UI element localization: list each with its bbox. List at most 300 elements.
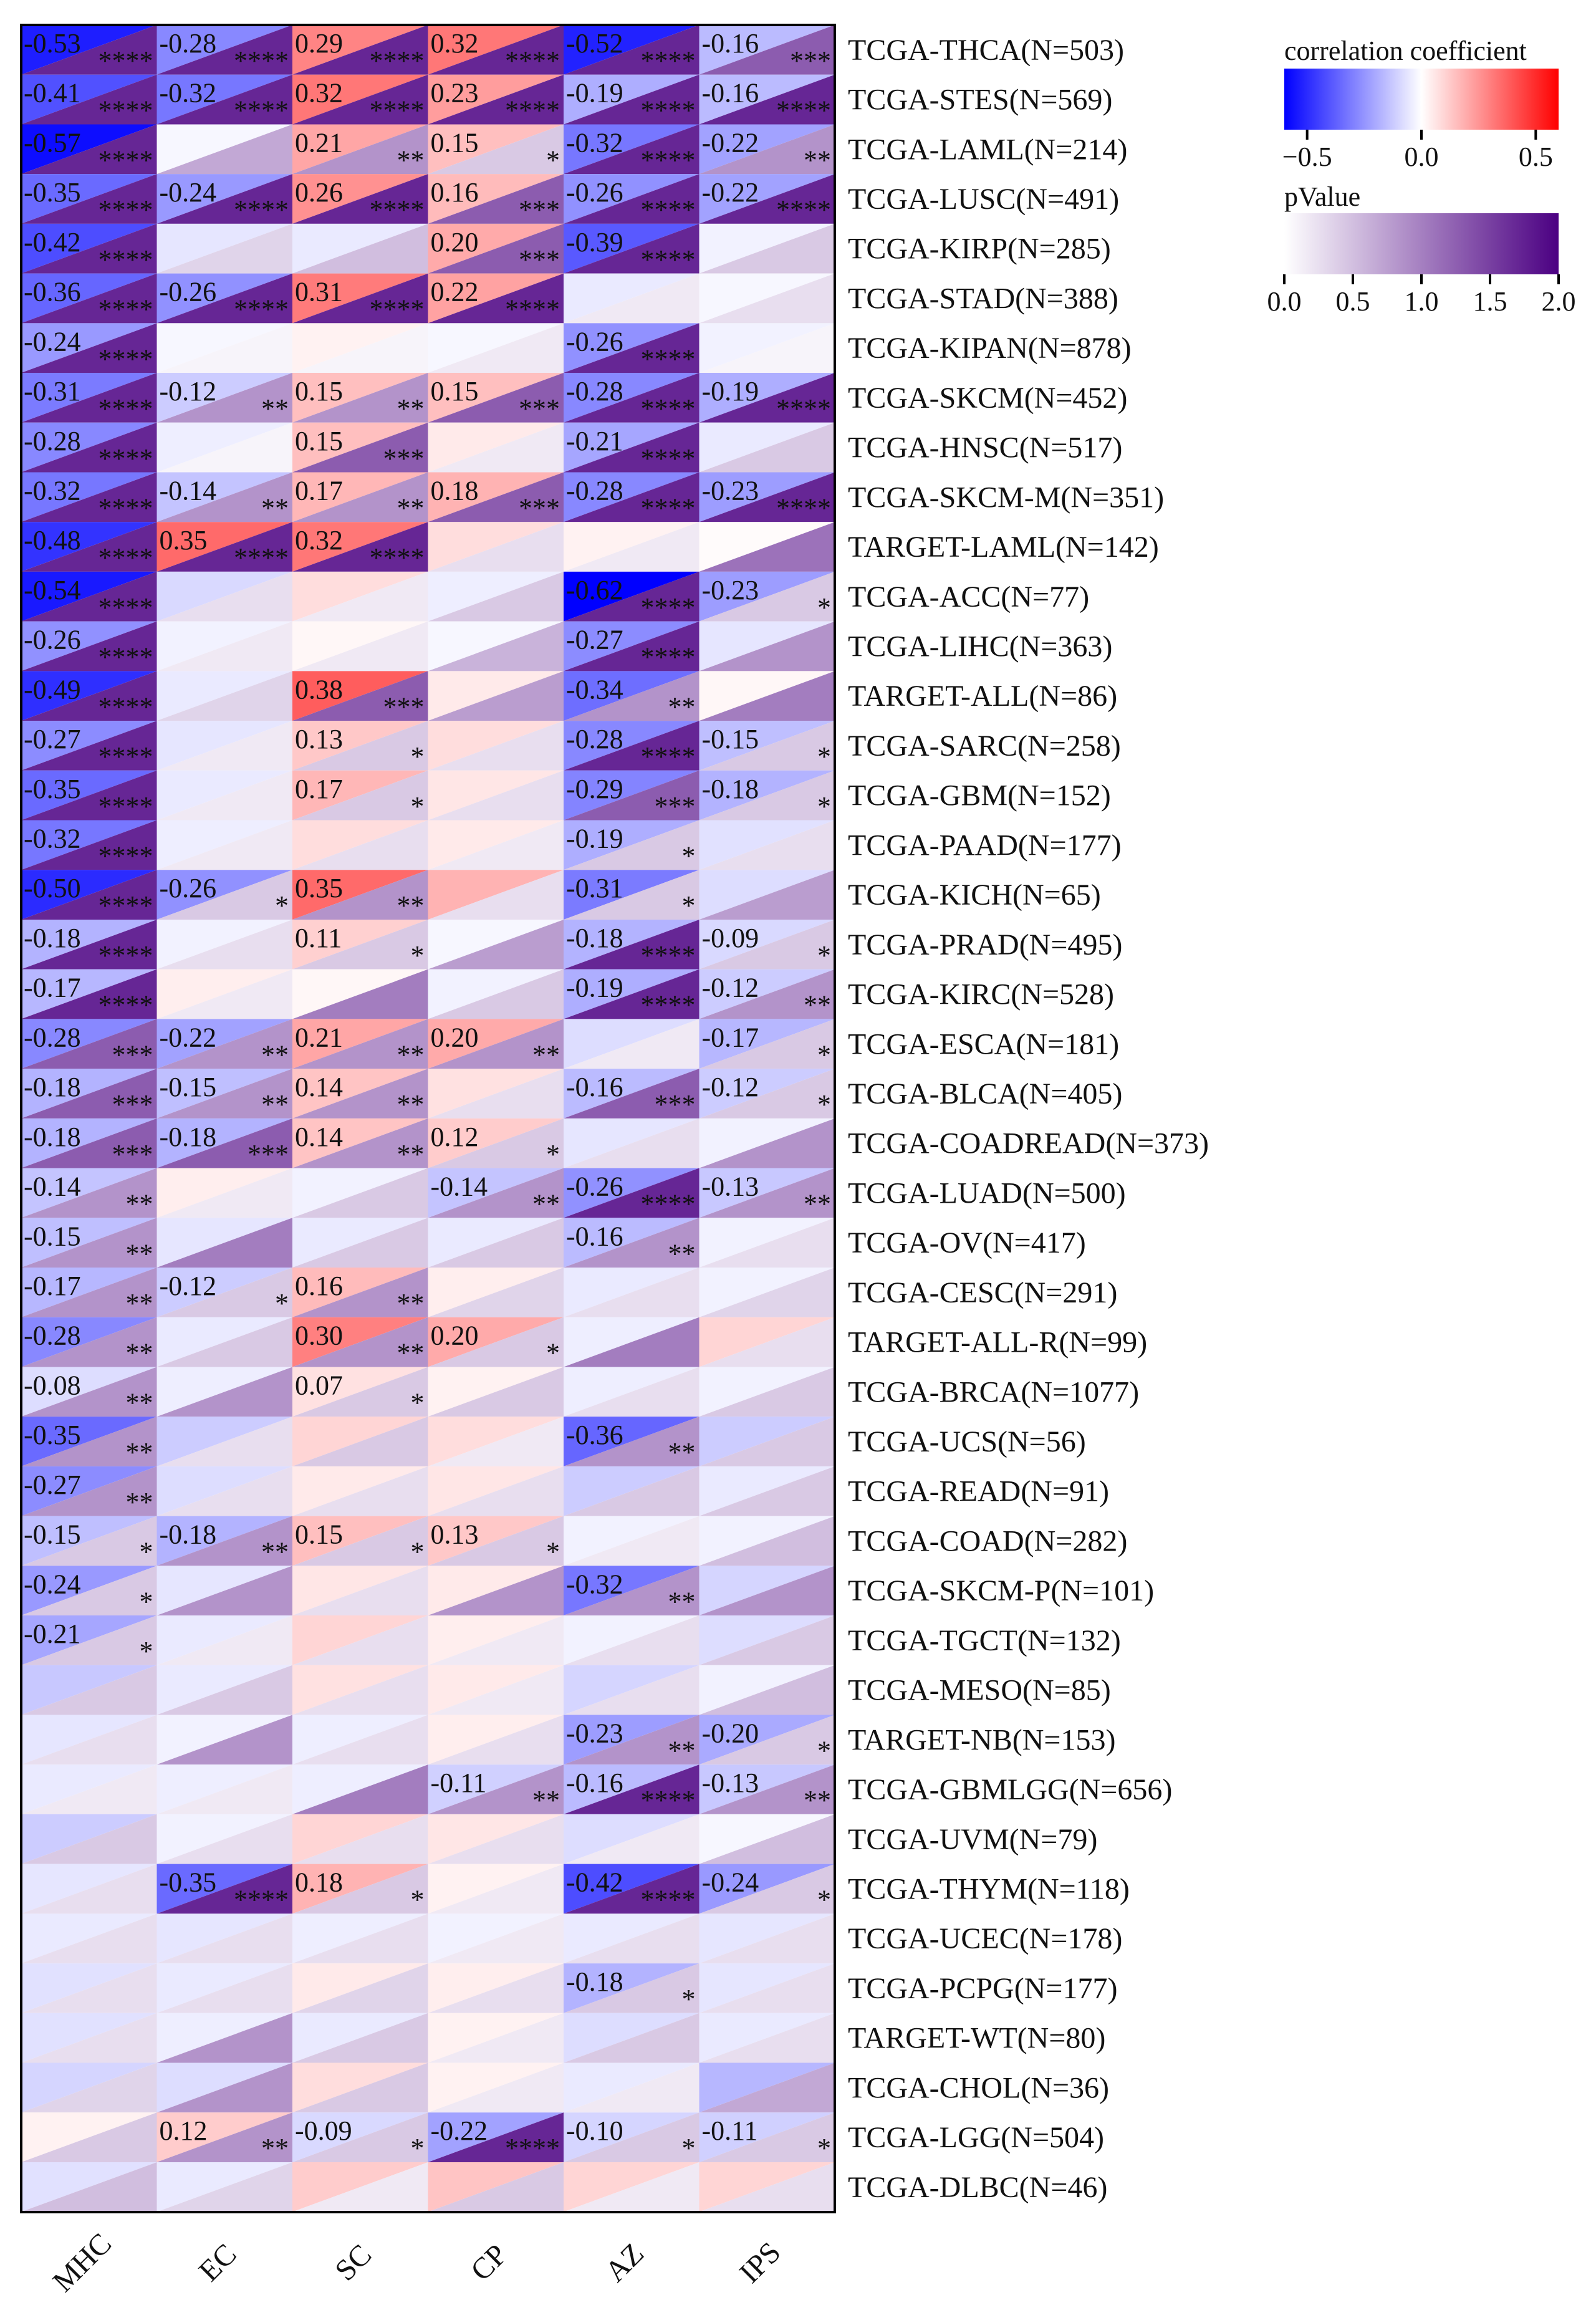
cell-correlation-label: -0.52 bbox=[566, 28, 623, 59]
cell-correlation-label: -0.34 bbox=[566, 674, 623, 705]
cell-significance-stars: *** bbox=[112, 1089, 153, 1120]
cell-significance-stars: *** bbox=[519, 244, 560, 275]
cell-significance-stars: ** bbox=[668, 1437, 696, 1468]
cell-correlation-label: -0.54 bbox=[24, 574, 81, 605]
legend-pvalue-tick-label: 1.0 bbox=[1404, 286, 1439, 317]
cell-correlation-label: 0.14 bbox=[295, 1121, 343, 1152]
cell-significance-stars: **** bbox=[776, 393, 831, 425]
cell-significance-stars: **** bbox=[640, 195, 696, 226]
column-label: IPS bbox=[733, 2235, 787, 2290]
cell-significance-stars: **** bbox=[640, 642, 696, 673]
cell-correlation-label: -0.20 bbox=[701, 1718, 759, 1749]
column-label: MHC bbox=[46, 2226, 118, 2299]
cell-significance-stars: **** bbox=[234, 195, 289, 226]
cell-correlation-label: -0.09 bbox=[701, 922, 759, 953]
cell-significance-stars: **** bbox=[234, 1884, 289, 1915]
cell-correlation-label: 0.32 bbox=[295, 77, 343, 108]
legend bbox=[1267, 36, 1576, 317]
cell-correlation-label: -0.27 bbox=[24, 724, 81, 755]
cell-significance-stars: **** bbox=[640, 940, 696, 971]
cell-correlation-label: -0.42 bbox=[24, 226, 81, 257]
cell-correlation-label: 0.13 bbox=[295, 724, 343, 755]
cell-correlation-label: 0.22 bbox=[430, 276, 479, 307]
cell-significance-stars: **** bbox=[98, 294, 153, 325]
cell-significance-stars: * bbox=[817, 592, 831, 623]
cell-significance-stars: ** bbox=[261, 1536, 289, 1567]
cell-correlation-label: 0.17 bbox=[295, 773, 343, 804]
row-label: TCGA-GBM(N=152) bbox=[848, 779, 1111, 812]
cell-significance-stars: *** bbox=[112, 1039, 153, 1071]
cell-significance-stars: ** bbox=[532, 1188, 560, 1220]
cell-correlation-label: -0.28 bbox=[566, 475, 623, 506]
cell-correlation-label: 0.32 bbox=[430, 28, 479, 59]
cell-significance-stars: **** bbox=[640, 592, 696, 623]
cell-significance-stars: **** bbox=[98, 741, 153, 772]
row-label: TCGA-MESO(N=85) bbox=[848, 1673, 1111, 1707]
cell-correlation-label: -0.28 bbox=[24, 425, 81, 456]
cell-significance-stars: **** bbox=[234, 294, 289, 325]
cell-significance-stars: **** bbox=[640, 741, 696, 772]
cell-correlation-label: 0.31 bbox=[295, 276, 343, 307]
row-label: TCGA-COAD(N=282) bbox=[848, 1524, 1128, 1558]
cell-correlation-label: -0.28 bbox=[566, 376, 623, 407]
cell-significance-stars: ** bbox=[261, 393, 289, 425]
cell-correlation-label: 0.15 bbox=[295, 425, 343, 456]
cell-correlation-label: -0.24 bbox=[24, 326, 81, 357]
legend-pvalue-tick-label: 1.5 bbox=[1473, 286, 1507, 317]
row-label: TCGA-UCS(N=56) bbox=[848, 1425, 1086, 1459]
cell-significance-stars: **** bbox=[98, 890, 153, 922]
cell-significance-stars: ** bbox=[397, 1089, 425, 1120]
row-label: TCGA-SKCM-M(N=351) bbox=[848, 481, 1165, 514]
row-label: TCGA-KICH(N=65) bbox=[848, 878, 1101, 912]
cell-significance-stars: ** bbox=[668, 1238, 696, 1269]
cell-correlation-label: -0.53 bbox=[24, 28, 81, 59]
cell-correlation-label: 0.07 bbox=[295, 1370, 343, 1401]
cell-correlation-label: -0.19 bbox=[701, 376, 759, 407]
cell-significance-stars: ** bbox=[804, 1785, 831, 1816]
cell-significance-stars: * bbox=[817, 2133, 831, 2164]
cell-correlation-label: -0.26 bbox=[159, 873, 217, 904]
cell-correlation-label: 0.35 bbox=[159, 525, 208, 556]
cell-significance-stars: **** bbox=[98, 989, 153, 1021]
cell-significance-stars: **** bbox=[640, 393, 696, 425]
cell-correlation-label: 0.20 bbox=[430, 226, 479, 257]
cell-correlation-label: -0.16 bbox=[701, 28, 759, 59]
cell-correlation-label: -0.11 bbox=[701, 2115, 758, 2147]
cell-correlation-label: 0.26 bbox=[295, 177, 343, 208]
cell-correlation-label: 0.20 bbox=[430, 1022, 479, 1053]
cell-correlation-label: 0.15 bbox=[430, 127, 479, 158]
column-label: SC bbox=[329, 2238, 378, 2288]
cell-significance-stars: * bbox=[275, 1288, 289, 1319]
cell-correlation-label: -0.35 bbox=[24, 1420, 81, 1451]
cell-significance-stars: *** bbox=[383, 443, 425, 474]
row-label: TCGA-THYM(N=118) bbox=[848, 1872, 1130, 1906]
legend-pvalue-title: pValue bbox=[1284, 181, 1361, 212]
row-label: TCGA-LGG(N=504) bbox=[848, 2121, 1104, 2155]
cell-correlation-label: -0.24 bbox=[701, 1867, 759, 1898]
row-label: TCGA-UCEC(N=178) bbox=[848, 1922, 1123, 1956]
cell-correlation-label: -0.19 bbox=[566, 823, 623, 854]
row-label: TCGA-UVM(N=79) bbox=[848, 1822, 1098, 1856]
row-label: TCGA-KIPAN(N=878) bbox=[848, 332, 1132, 365]
cell-correlation-label: -0.13 bbox=[701, 1171, 759, 1202]
cell-significance-stars: * bbox=[681, 1984, 696, 2015]
row-label: TCGA-LUSC(N=491) bbox=[848, 183, 1120, 216]
cell-correlation-label: -0.22 bbox=[159, 1022, 217, 1053]
row-label: TARGET-ALL-R(N=99) bbox=[848, 1326, 1148, 1359]
cell-correlation-label: -0.23 bbox=[566, 1718, 623, 1749]
cell-significance-stars: **** bbox=[98, 691, 153, 723]
cell-significance-stars: **** bbox=[369, 195, 425, 226]
cell-significance-stars: ** bbox=[261, 2133, 289, 2164]
cell-correlation-label: -0.14 bbox=[24, 1171, 81, 1202]
row-label: TCGA-PCPG(N=177) bbox=[848, 1971, 1118, 2005]
cell-significance-stars: * bbox=[410, 741, 425, 772]
row-label: TARGET-WT(N=80) bbox=[848, 2021, 1106, 2055]
cell-correlation-label: -0.23 bbox=[701, 574, 759, 605]
cell-correlation-label: -0.16 bbox=[566, 1768, 623, 1799]
cell-significance-stars: *** bbox=[519, 195, 560, 226]
cell-significance-stars: ** bbox=[397, 1288, 425, 1319]
cell-significance-stars: **** bbox=[640, 344, 696, 375]
cell-significance-stars: **** bbox=[640, 989, 696, 1021]
cell-significance-stars: ** bbox=[261, 1089, 289, 1120]
cell-correlation-label: -0.15 bbox=[701, 724, 759, 755]
row-label: TCGA-LIHC(N=363) bbox=[848, 630, 1113, 663]
row-label: TCGA-TGCT(N=132) bbox=[848, 1624, 1121, 1657]
cell-significance-stars: ** bbox=[804, 145, 831, 176]
cell-correlation-label: -0.27 bbox=[566, 624, 623, 655]
cell-significance-stars: ** bbox=[397, 145, 425, 176]
cell-correlation-label: -0.10 bbox=[566, 2115, 623, 2147]
cell-significance-stars: * bbox=[139, 1536, 153, 1567]
cell-significance-stars: ** bbox=[532, 1785, 560, 1816]
cell-correlation-label: -0.32 bbox=[24, 475, 81, 506]
cell-correlation-label: 0.17 bbox=[295, 475, 343, 506]
cell-significance-stars: **** bbox=[640, 1884, 696, 1915]
cell-correlation-label: -0.39 bbox=[566, 226, 623, 257]
cell-correlation-label: -0.11 bbox=[430, 1768, 487, 1799]
cell-significance-stars: ** bbox=[261, 493, 289, 524]
cell-correlation-label: -0.08 bbox=[24, 1370, 81, 1401]
cell-significance-stars: **** bbox=[640, 46, 696, 76]
cell-correlation-label: -0.17 bbox=[701, 1022, 759, 1053]
cell-correlation-label: -0.14 bbox=[430, 1171, 488, 1202]
cell-correlation-label: 0.15 bbox=[295, 1519, 343, 1550]
cell-significance-stars: ** bbox=[125, 1486, 153, 1518]
cell-significance-stars: *** bbox=[790, 46, 831, 76]
legend-correlation-tick-label: 0.0 bbox=[1404, 142, 1439, 172]
cell-significance-stars: **** bbox=[98, 195, 153, 226]
cell-correlation-label: -0.22 bbox=[701, 127, 759, 158]
cell-correlation-label: 0.32 bbox=[295, 525, 343, 556]
row-label: TCGA-LUAD(N=500) bbox=[848, 1177, 1126, 1210]
cell-significance-stars: ** bbox=[397, 393, 425, 425]
row-label: TCGA-GBMLGG(N=656) bbox=[848, 1773, 1173, 1807]
cell-significance-stars: * bbox=[139, 1586, 153, 1617]
cell-correlation-label: -0.21 bbox=[566, 425, 623, 456]
cell-correlation-label: -0.32 bbox=[159, 77, 217, 108]
cell-significance-stars: **** bbox=[369, 542, 425, 574]
cell-correlation-label: -0.18 bbox=[24, 922, 81, 953]
cell-correlation-label: -0.29 bbox=[566, 773, 623, 804]
cell-correlation-label: -0.16 bbox=[566, 1221, 623, 1252]
cell-correlation-label: -0.16 bbox=[566, 1072, 623, 1103]
cell-correlation-label: -0.35 bbox=[159, 1867, 217, 1898]
cell-significance-stars: **** bbox=[640, 443, 696, 474]
cell-significance-stars: * bbox=[817, 791, 831, 822]
cell-significance-stars: *** bbox=[248, 1138, 289, 1170]
cell-significance-stars: * bbox=[817, 741, 831, 772]
row-label: TCGA-SKCM(N=452) bbox=[848, 381, 1128, 415]
legend-pvalue-colorbar bbox=[1284, 213, 1559, 274]
cell-significance-stars: ** bbox=[397, 1039, 425, 1071]
cell-correlation-label: -0.36 bbox=[24, 276, 81, 307]
cell-significance-stars: ** bbox=[397, 890, 425, 922]
cell-significance-stars: * bbox=[410, 791, 425, 822]
cell-significance-stars: **** bbox=[776, 493, 831, 524]
cell-correlation-label: 0.13 bbox=[430, 1519, 479, 1550]
cell-correlation-label: -0.42 bbox=[566, 1867, 623, 1898]
legend-correlation-tick-label: −0.5 bbox=[1282, 142, 1332, 172]
cell-significance-stars: ** bbox=[125, 1387, 153, 1418]
cell-correlation-label: -0.26 bbox=[566, 1171, 623, 1202]
cell-significance-stars: **** bbox=[640, 1785, 696, 1816]
cell-significance-stars: **** bbox=[98, 443, 153, 474]
cell-significance-stars: * bbox=[817, 1039, 831, 1071]
row-label: TCGA-KIRP(N=285) bbox=[848, 232, 1111, 266]
cell-significance-stars: **** bbox=[98, 46, 153, 76]
cell-significance-stars: **** bbox=[98, 592, 153, 623]
cell-significance-stars: *** bbox=[519, 393, 560, 425]
cell-correlation-label: -0.26 bbox=[566, 177, 623, 208]
cell-significance-stars: **** bbox=[234, 46, 289, 76]
cell-correlation-label: -0.15 bbox=[24, 1519, 81, 1550]
cell-significance-stars: * bbox=[681, 890, 696, 922]
cell-significance-stars: **** bbox=[640, 145, 696, 176]
cell-significance-stars: **** bbox=[98, 393, 153, 425]
cell-correlation-label: -0.14 bbox=[159, 475, 217, 506]
cell-correlation-label: -0.41 bbox=[24, 77, 81, 108]
cell-correlation-label: -0.13 bbox=[701, 1768, 759, 1799]
cell-correlation-label: 0.21 bbox=[295, 1022, 343, 1053]
cell-correlation-label: 0.16 bbox=[295, 1271, 343, 1301]
row-label: TCGA-THCA(N=503) bbox=[848, 33, 1125, 67]
cell-significance-stars: * bbox=[410, 1536, 425, 1567]
row-label: TCGA-BLCA(N=405) bbox=[848, 1077, 1123, 1110]
cell-significance-stars: **** bbox=[234, 542, 289, 574]
cell-significance-stars: * bbox=[817, 1884, 831, 1915]
cell-significance-stars: * bbox=[817, 940, 831, 971]
cell-correlation-label: -0.16 bbox=[701, 77, 759, 108]
row-label: TCGA-CESC(N=291) bbox=[848, 1276, 1118, 1309]
cell-correlation-label: -0.19 bbox=[566, 972, 623, 1003]
row-label: TCGA-PAAD(N=177) bbox=[848, 829, 1122, 862]
row-label: TCGA-ACC(N=77) bbox=[848, 580, 1090, 614]
cell-significance-stars: **** bbox=[776, 95, 831, 126]
cell-significance-stars: * bbox=[681, 840, 696, 872]
cell-correlation-label: 0.12 bbox=[430, 1121, 479, 1152]
cell-correlation-label: -0.32 bbox=[24, 823, 81, 854]
cell-correlation-label: 0.30 bbox=[295, 1320, 343, 1351]
row-label: TCGA-SKCM-P(N=101) bbox=[848, 1574, 1155, 1608]
legend-pvalue-tick-label: 0.0 bbox=[1267, 286, 1302, 317]
row-label: TCGA-COADREAD(N=373) bbox=[848, 1127, 1209, 1160]
cell-significance-stars: *** bbox=[654, 791, 696, 822]
cell-significance-stars: * bbox=[546, 145, 560, 176]
cell-significance-stars: **** bbox=[98, 542, 153, 574]
cell-correlation-label: -0.50 bbox=[24, 873, 81, 904]
row-label: TCGA-BRCA(N=1077) bbox=[848, 1375, 1140, 1409]
cell-significance-stars: * bbox=[817, 1735, 831, 1766]
cell-correlation-label: 0.11 bbox=[295, 922, 342, 953]
cell-significance-stars: ** bbox=[668, 1586, 696, 1617]
cell-significance-stars: ** bbox=[125, 1337, 153, 1369]
cell-correlation-label: -0.57 bbox=[24, 127, 81, 158]
cell-correlation-label: -0.31 bbox=[566, 873, 623, 904]
cell-correlation-label: -0.35 bbox=[24, 773, 81, 804]
cell-significance-stars: * bbox=[410, 1884, 425, 1915]
cell-correlation-label: -0.15 bbox=[159, 1072, 217, 1103]
cell-correlation-label: -0.18 bbox=[566, 922, 623, 953]
cell-correlation-label: -0.18 bbox=[566, 1966, 623, 1998]
cell-correlation-label: -0.17 bbox=[24, 1271, 81, 1301]
cell-correlation-label: -0.32 bbox=[566, 1569, 623, 1600]
cell-significance-stars: ** bbox=[668, 1735, 696, 1766]
cell-significance-stars: ** bbox=[397, 1337, 425, 1369]
cell-significance-stars: **** bbox=[98, 344, 153, 375]
cell-significance-stars: **** bbox=[98, 642, 153, 673]
legend-pvalue-ticks bbox=[1267, 274, 1576, 317]
cell-significance-stars: ** bbox=[125, 1288, 153, 1319]
row-label: TCGA-SARC(N=258) bbox=[848, 729, 1121, 763]
legend-correlation-title: correlation coefficient bbox=[1284, 36, 1527, 66]
cell-significance-stars: **** bbox=[505, 294, 560, 325]
row-label: TCGA-HNSC(N=517) bbox=[848, 431, 1123, 464]
cell-significance-stars: **** bbox=[640, 244, 696, 275]
cell-correlation-label: -0.26 bbox=[159, 276, 217, 307]
cell-significance-stars: **** bbox=[640, 1188, 696, 1220]
column-label: EC bbox=[192, 2237, 243, 2288]
cell-significance-stars: ** bbox=[804, 989, 831, 1021]
cell-correlation-label: -0.35 bbox=[24, 177, 81, 208]
cell-correlation-label: -0.12 bbox=[701, 1072, 759, 1103]
cell-correlation-label: -0.12 bbox=[159, 1271, 217, 1301]
cell-correlation-label: -0.24 bbox=[159, 177, 217, 208]
cell-correlation-label: -0.18 bbox=[159, 1519, 217, 1550]
cell-correlation-label: 0.15 bbox=[295, 376, 343, 407]
row-label: TCGA-KIRC(N=528) bbox=[848, 978, 1115, 1011]
cell-significance-stars: * bbox=[275, 890, 289, 922]
row-labels bbox=[848, 34, 1209, 2204]
cell-significance-stars: ** bbox=[125, 1437, 153, 1468]
cell-correlation-label: -0.19 bbox=[566, 77, 623, 108]
cell-significance-stars: ** bbox=[668, 691, 696, 723]
cell-significance-stars: **** bbox=[98, 95, 153, 126]
cell-correlation-label: -0.18 bbox=[24, 1121, 81, 1152]
cell-correlation-label: -0.62 bbox=[566, 574, 623, 605]
cell-correlation-label: -0.36 bbox=[566, 1420, 623, 1451]
row-label: TCGA-STAD(N=388) bbox=[848, 282, 1118, 315]
cell-significance-stars: ** bbox=[532, 1039, 560, 1071]
cell-correlation-label: -0.27 bbox=[24, 1469, 81, 1500]
cell-correlation-label: 0.18 bbox=[430, 475, 479, 506]
cell-significance-stars: **** bbox=[98, 244, 153, 275]
cell-significance-stars: * bbox=[410, 940, 425, 971]
cell-significance-stars: **** bbox=[98, 840, 153, 872]
cell-significance-stars: * bbox=[410, 2133, 425, 2164]
cell-correlation-label: -0.24 bbox=[24, 1569, 81, 1600]
cell-significance-stars: ** bbox=[261, 1039, 289, 1071]
cell-correlation-label: -0.28 bbox=[24, 1022, 81, 1053]
cell-correlation-label: 0.20 bbox=[430, 1320, 479, 1351]
cell-significance-stars: *** bbox=[112, 1138, 153, 1170]
cell-significance-stars: **** bbox=[98, 791, 153, 822]
cell-significance-stars: **** bbox=[98, 940, 153, 971]
cell-significance-stars: ** bbox=[397, 493, 425, 524]
row-label: TCGA-DLBC(N=46) bbox=[848, 2170, 1108, 2204]
cell-significance-stars: **** bbox=[369, 95, 425, 126]
cell-significance-stars: **** bbox=[234, 95, 289, 126]
cell-correlation-label: -0.28 bbox=[159, 28, 217, 59]
cell-correlation-label: -0.26 bbox=[24, 624, 81, 655]
cell-significance-stars: **** bbox=[505, 95, 560, 126]
row-label: TCGA-CHOL(N=36) bbox=[848, 2071, 1110, 2105]
cell-correlation-label: -0.31 bbox=[24, 376, 81, 407]
cell-correlation-label: -0.15 bbox=[24, 1221, 81, 1252]
cell-correlation-label: -0.18 bbox=[159, 1121, 217, 1152]
cell-correlation-label: 0.35 bbox=[295, 873, 343, 904]
legend-correlation-ticks bbox=[1282, 130, 1553, 172]
cell-significance-stars: ** bbox=[397, 1138, 425, 1170]
row-label: TCGA-READ(N=91) bbox=[848, 1475, 1110, 1508]
cell-significance-stars: **** bbox=[640, 95, 696, 126]
cell-correlation-label: 0.23 bbox=[430, 77, 479, 108]
cell-significance-stars: * bbox=[139, 1636, 153, 1667]
cell-correlation-label: -0.26 bbox=[566, 326, 623, 357]
cell-correlation-label: 0.29 bbox=[295, 28, 343, 59]
row-label: TCGA-STES(N=569) bbox=[848, 83, 1113, 117]
legend-pvalue-tick-label: 2.0 bbox=[1541, 286, 1576, 317]
cell-significance-stars: **** bbox=[505, 46, 560, 76]
cell-correlation-label: -0.28 bbox=[566, 724, 623, 755]
cell-significance-stars: *** bbox=[383, 691, 425, 723]
cell-significance-stars: *** bbox=[519, 493, 560, 524]
cell-significance-stars: ** bbox=[125, 1238, 153, 1269]
cell-significance-stars: *** bbox=[654, 1089, 696, 1120]
cell-correlation-label: -0.28 bbox=[24, 1320, 81, 1351]
cell-significance-stars: **** bbox=[369, 294, 425, 325]
cell-significance-stars: **** bbox=[776, 195, 831, 226]
row-label: TARGET-LAML(N=142) bbox=[848, 531, 1159, 564]
cell-significance-stars: **** bbox=[640, 493, 696, 524]
cell-correlation-label: -0.12 bbox=[159, 376, 217, 407]
row-label: TCGA-OV(N=417) bbox=[848, 1226, 1086, 1260]
legend-correlation-tick-label: 0.5 bbox=[1518, 142, 1553, 172]
cell-correlation-label: 0.14 bbox=[295, 1072, 343, 1103]
cell-significance-stars: **** bbox=[98, 493, 153, 524]
column-label: CP bbox=[464, 2238, 514, 2288]
cell-correlation-label: -0.21 bbox=[24, 1619, 81, 1650]
legend-pvalue-tick-label: 0.5 bbox=[1335, 286, 1370, 317]
cell-significance-stars: **** bbox=[98, 145, 153, 176]
column-label: AZ bbox=[598, 2236, 651, 2289]
cell-correlation-label: -0.48 bbox=[24, 525, 81, 556]
cell-correlation-label: -0.32 bbox=[566, 127, 623, 158]
cell-correlation-label: 0.18 bbox=[295, 1867, 343, 1898]
